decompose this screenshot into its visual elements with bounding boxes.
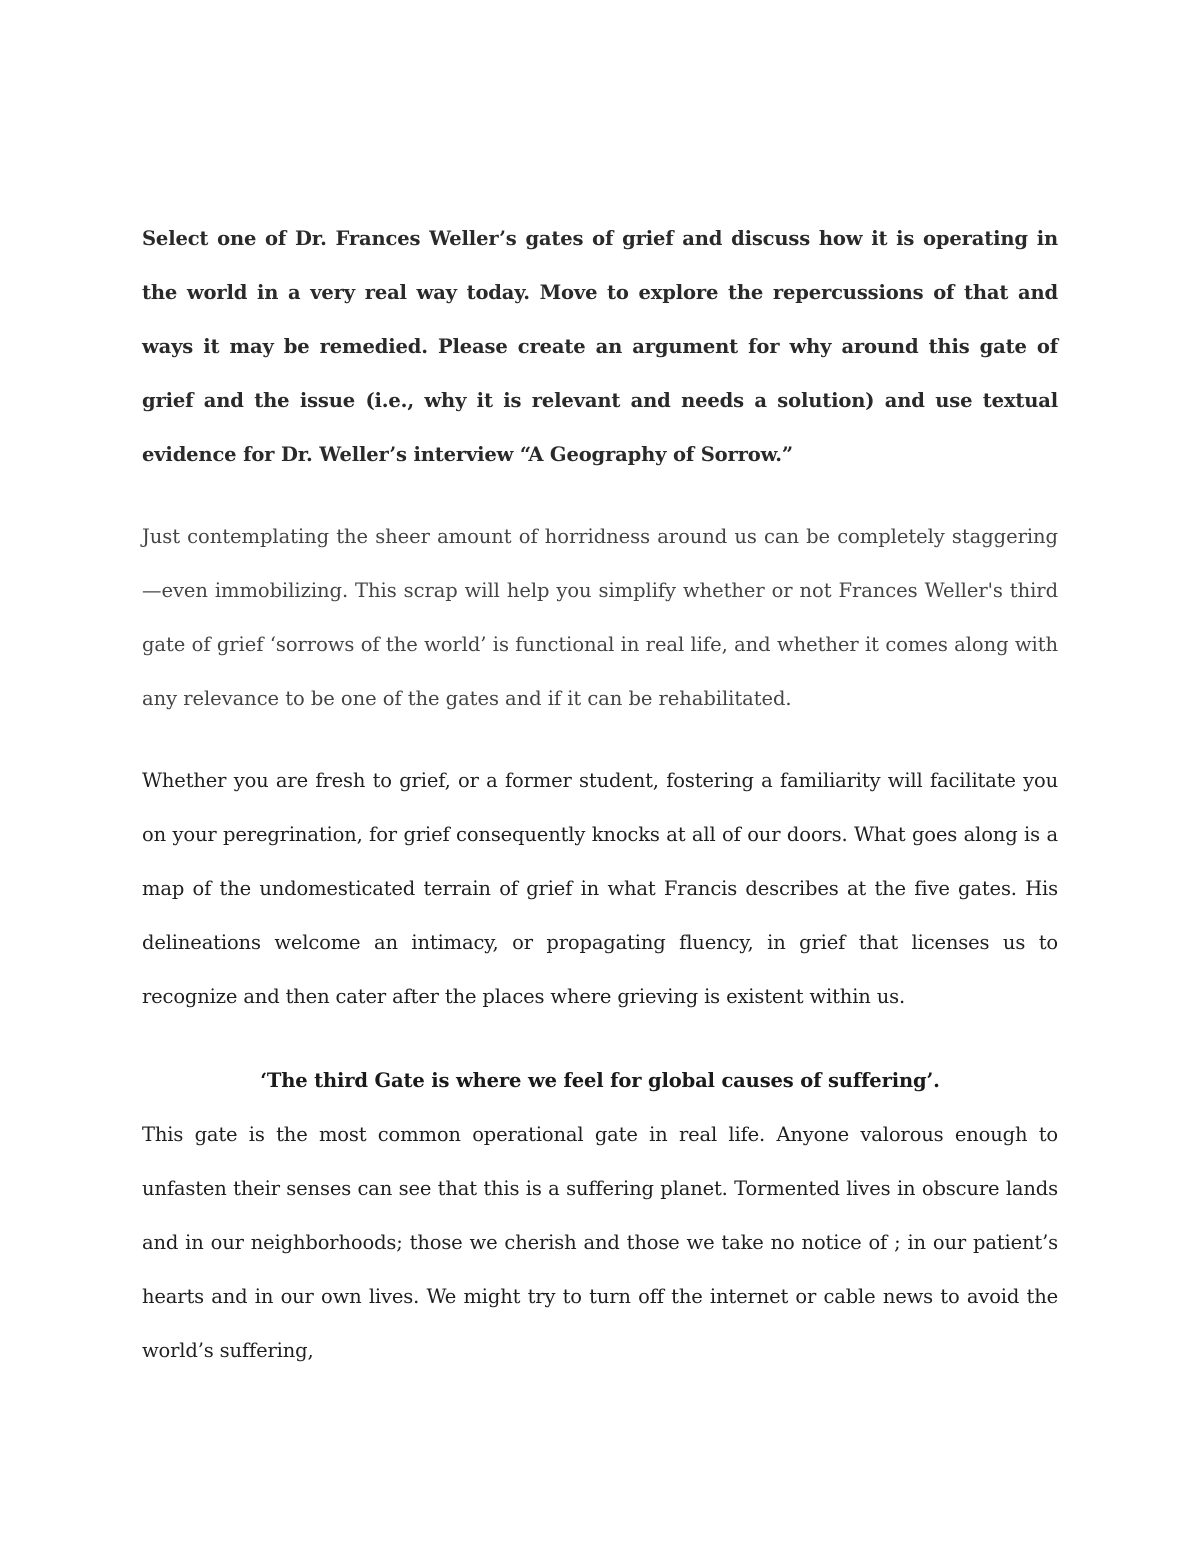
body-paragraph-2: This gate is the most common operational gate in real life. Anyone valorous enough to unfasten their senses can see that this is a suffering planet. Tormented lives in obscure lands and in our neighborhoods; those we cherish and those we take no notice of ; in our patient’s hearts and in our own lives. We might try to turn off the internet or cable news to avoid the world’s suffering, [142, 1123, 1058, 1362]
assignment-prompt: Select one of Dr. Frances Weller’s gates of grief and discuss how it is operating in the world in a very real way today. Move to explore the repercussions of that and ways it may be remedied. Please create an argument for why around this gate of grief and the issue (i.e., why it is relevant and needs a solution) and use textual evidence for Dr. Weller’s interview “A Geography of Sorrow.” [142, 227, 1058, 466]
body-paragraph-1: Whether you are fresh to grief, or a former student, fostering a familiarity will facilitate you on your peregrination, for grief consequently knocks at all of our doors. What goes along is a map of the undomesticated terrain of grief in what Francis describes at the five gates. His delineations welcome an intimacy, or propagating fluency, in grief that licenses us to recognize and then cater after the places where grieving is existent within us. [142, 769, 1058, 1008]
document-page [142, 212, 1058, 1378]
intro-paragraph: Just contemplating the sheer amount of horridness around us can be completely staggering—even immobilizing. This scrap will help you simplify whether or not Frances Weller's third gate of grief ‘sorrows of the world’ is functional in real life, and whether it comes along with any relevance to be one of the gates and if it can be rehabilitated. [142, 525, 1058, 710]
section-heading: ‘The third Gate is where we feel for global causes of suffering’. [260, 1069, 940, 1092]
